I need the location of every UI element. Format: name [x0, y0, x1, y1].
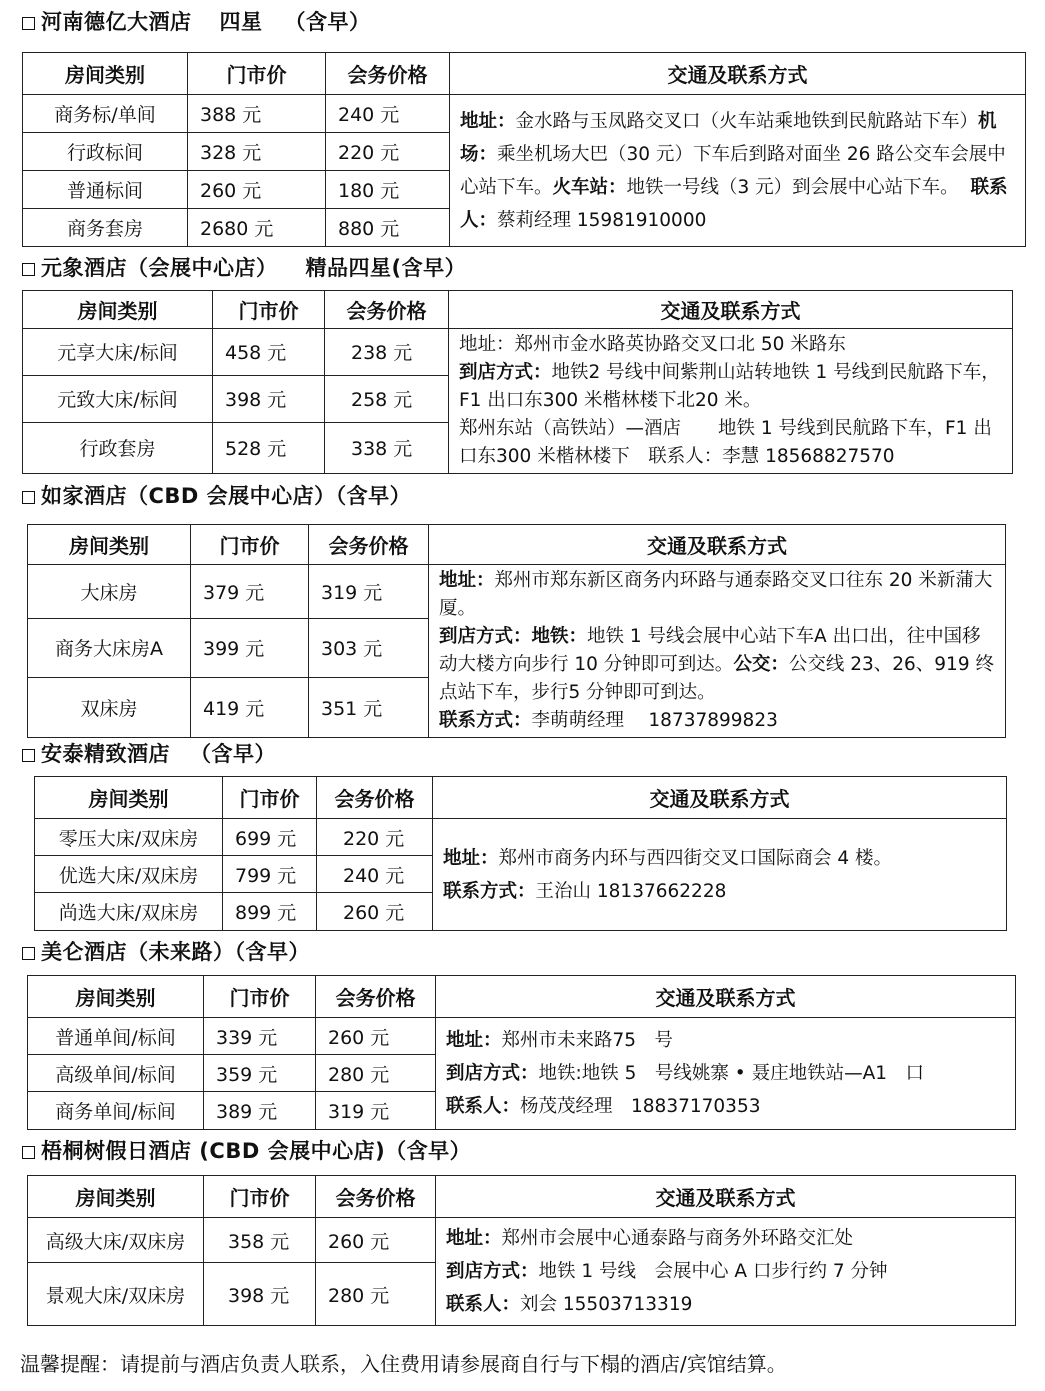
traffic-info — [450, 95, 1026, 247]
rack-rate: 398 元 — [213, 375, 325, 422]
checkbox-icon — [22, 1146, 35, 1159]
conference-rate: 260 元 — [316, 1018, 436, 1055]
bus-label: 公交： — [733, 654, 789, 675]
directions-label: 到店方式： — [459, 362, 552, 383]
header-room-type: 房间类别 — [28, 525, 191, 565]
header-traffic: 交通及联系方式 — [449, 291, 1013, 329]
conference-rate: 880 元 — [326, 209, 450, 247]
conference-rate: 180 元 — [326, 171, 450, 209]
rack-rate: 388 元 — [188, 95, 326, 133]
station-label: 火车站： — [552, 176, 627, 198]
room-type: 商务套房 — [23, 209, 188, 247]
hotel-breakfast: （含早） — [284, 10, 371, 34]
rack-rate: 699 元 — [223, 819, 317, 856]
header-traffic: 交通及联系方式 — [450, 53, 1026, 95]
rack-rate: 359 元 — [204, 1055, 316, 1092]
hotel-heading — [22, 252, 466, 282]
header-conference-rate: 会务价格 — [316, 1176, 436, 1218]
contact-text: 蔡莉经理 15981910000 — [497, 209, 707, 231]
header-room-type: 房间类别 — [28, 976, 204, 1018]
header-conference-rate: 会务价格 — [316, 976, 436, 1018]
hotel-heading — [22, 738, 276, 768]
hotel-name: 元象酒店（会展中心店） — [41, 256, 278, 280]
room-type: 商务单间/标间 — [28, 1092, 204, 1130]
checkbox-icon — [22, 491, 35, 504]
address-label: 地址： — [439, 570, 495, 591]
room-type: 大床房 — [28, 565, 191, 619]
conference-rate: 351 元 — [309, 678, 429, 738]
checkbox-icon — [22, 263, 35, 276]
header-room-type: 房间类别 — [23, 53, 188, 95]
rack-rate: 398 元 — [204, 1263, 316, 1326]
hotel-name: 安泰精致酒店 — [41, 742, 170, 766]
address-text: 郑州市会展中心通泰路与商务外环路交汇处 — [501, 1228, 854, 1249]
address-label: 地址： — [459, 334, 515, 355]
hotel-heading — [22, 936, 310, 966]
conference-rate: 240 元 — [326, 95, 450, 133]
header-traffic: 交通及联系方式 — [429, 525, 1006, 565]
header-traffic: 交通及联系方式 — [436, 1176, 1016, 1218]
hotel-breakfast: （含早） — [190, 742, 276, 766]
hotel-grade: 四星 — [219, 10, 263, 34]
conference-rate: 258 元 — [325, 375, 449, 422]
directions-text: 地铁2 号线中间紫荆山站转地铁 1 号线到民航路下车，F1 出口东300 米楷林楼下北20 米。 — [459, 362, 1000, 411]
rack-rate: 389 元 — [204, 1092, 316, 1130]
header-rack-rate: 门市价 — [204, 1176, 316, 1218]
contact-text: 王治山 18137662228 — [535, 880, 727, 902]
directions-label: 到店方式： — [446, 1063, 539, 1084]
airport-label: 机场： — [460, 110, 997, 165]
contact-label: 联系方式： — [443, 880, 536, 902]
directions-text: 地铁 1 号线会展中心站下车A 出口出，往中国移动大楼方向步行 10 分钟即可到达。 — [439, 626, 981, 675]
conference-rate: 319 元 — [309, 565, 429, 619]
room-type: 元享大床/标间 — [23, 329, 213, 376]
conference-rate: 303 元 — [309, 618, 429, 678]
address-label: 地址： — [446, 1030, 502, 1051]
rack-rate: 379 元 — [191, 565, 309, 619]
address-text: 金水路与玉凤路交叉口（火车站乘地铁到民航路站下车） — [515, 110, 979, 132]
rack-rate: 419 元 — [191, 678, 309, 738]
bus-text: 公交线 23、26、919 终点站下车，步行5 分钟即可到达。 — [439, 654, 994, 703]
room-type: 景观大床/双床房 — [28, 1263, 204, 1326]
contact-text: 刘会 15503713319 — [520, 1294, 693, 1315]
room-type: 优选大床/双床房 — [35, 856, 223, 893]
header-rack-rate: 门市价 — [188, 53, 326, 95]
room-type: 普通标间 — [23, 171, 188, 209]
hotel-heading — [22, 480, 411, 510]
conference-rate: 220 元 — [326, 133, 450, 171]
contact-label: 联系人： — [446, 1294, 521, 1315]
header-conference-rate: 会务价格 — [309, 525, 429, 565]
room-type: 元致大床/标间 — [23, 375, 213, 422]
header-rack-rate: 门市价 — [223, 777, 317, 819]
hotel-table — [22, 52, 1026, 247]
room-type: 尚选大床/双床房 — [35, 893, 223, 931]
contact-label: 联系方式： — [439, 710, 532, 731]
directions-label: 到店方式： — [446, 1261, 539, 1282]
conference-rate: 260 元 — [317, 893, 433, 931]
traffic-info — [429, 565, 1006, 738]
address-text: 郑州市金水路英协路交叉口北 50 米路东 — [514, 334, 846, 355]
rack-rate: 2680 元 — [188, 209, 326, 247]
traffic-info — [449, 329, 1013, 474]
directions-text: 地铁:地铁 5 号线姚寨 • 聂庄地铁站—A1 口 — [538, 1063, 924, 1084]
room-type: 商务大床房A — [28, 618, 191, 678]
directions-text: 地铁 1 号线 会展中心 A 口步行约 7 分钟 — [538, 1261, 888, 1282]
checkbox-icon — [22, 947, 35, 960]
address-label: 地址： — [460, 110, 516, 132]
directions-label: 到店方式：地铁： — [439, 626, 588, 647]
header-room-type: 房间类别 — [23, 291, 213, 329]
conference-rate: 238 元 — [325, 329, 449, 376]
conference-rate: 338 元 — [325, 422, 449, 473]
rack-rate: 339 元 — [204, 1018, 316, 1055]
conference-rate: 220 元 — [317, 819, 433, 856]
rack-rate: 799 元 — [223, 856, 317, 893]
conference-rate: 319 元 — [316, 1092, 436, 1130]
room-type: 双床房 — [28, 678, 191, 738]
header-rack-rate: 门市价 — [191, 525, 309, 565]
contact-text: 杨茂茂经理 18837170353 — [520, 1096, 761, 1117]
traffic-info — [436, 1018, 1016, 1130]
hotel-grade: 精品四星(含早） — [305, 256, 467, 280]
rack-rate: 528 元 — [213, 422, 325, 473]
hotel-heading — [22, 6, 371, 36]
airport-text: 乘坐机场大巴（30 元）下车后到路对面坐 26 路公交车会展中心站下车。 — [460, 143, 1006, 198]
hotel-table — [34, 776, 1007, 931]
room-type: 高级大床/双床房 — [28, 1218, 204, 1263]
room-type: 商务标/单间 — [23, 95, 188, 133]
conference-rate: 280 元 — [316, 1263, 436, 1326]
header-conference-rate: 会务价格 — [317, 777, 433, 819]
hotel-name: 如家酒店（CBD 会展中心店）（含早） — [41, 484, 412, 508]
header-rack-rate: 门市价 — [213, 291, 325, 329]
traffic-info — [436, 1218, 1016, 1326]
header-rack-rate: 门市价 — [204, 976, 316, 1018]
hotel-heading — [22, 1135, 471, 1165]
room-type: 普通单间/标间 — [28, 1018, 204, 1055]
header-room-type: 房间类别 — [35, 777, 223, 819]
hotel-table — [27, 1175, 1016, 1326]
header-traffic: 交通及联系方式 — [433, 777, 1007, 819]
header-conference-rate: 会务价格 — [325, 291, 449, 329]
room-type: 行政标间 — [23, 133, 188, 171]
rack-rate: 458 元 — [213, 329, 325, 376]
hotel-table — [22, 290, 1013, 474]
address-text: 郑州市未来路75 号 — [501, 1030, 674, 1051]
hotel-name: 河南德亿大酒店 — [41, 10, 192, 34]
contact-label: 联系人： — [446, 1096, 521, 1117]
address-text: 郑州市郑东新区商务内环路与通泰路交叉口往东 20 米新蒲大厦。 — [439, 570, 993, 619]
hotel-name: 梧桐树假日酒店 (CBD 会展中心店)（含早） — [41, 1139, 472, 1163]
checkbox-icon — [22, 17, 35, 30]
room-type: 高级单间/标间 — [28, 1055, 204, 1092]
address-label: 地址： — [446, 1228, 502, 1249]
station-text: 地铁一号线（3 元）到会展中心站下车。 — [626, 176, 959, 198]
traffic-info — [433, 819, 1007, 931]
conference-rate: 280 元 — [316, 1055, 436, 1092]
hotel-table — [27, 975, 1016, 1130]
station-text: 郑州东站（高铁站）—酒店 地铁 1 号线到民航路下车，F1 出口东300 米楷林楼下 联系人：李慧 18568827570 — [459, 418, 992, 467]
hotel-name: 美仑酒店（未来路）（含早） — [41, 940, 310, 964]
contact-text: 李萌萌经理 18737899823 — [531, 710, 778, 731]
hotel-table — [27, 524, 1006, 738]
header-conference-rate: 会务价格 — [326, 53, 450, 95]
room-type: 零压大床/双床房 — [35, 819, 223, 856]
rack-rate: 328 元 — [188, 133, 326, 171]
conference-rate: 240 元 — [317, 856, 433, 893]
header-room-type: 房间类别 — [28, 1176, 204, 1218]
rack-rate: 899 元 — [223, 893, 317, 931]
room-type: 行政套房 — [23, 422, 213, 473]
header-traffic: 交通及联系方式 — [436, 976, 1016, 1018]
conference-rate: 260 元 — [316, 1218, 436, 1263]
footer-reminder: 温馨提醒：请提前与酒店负责人联系，入住费用请参展商自行与下榻的酒店/宾馆结算。 — [20, 1352, 787, 1376]
contact-label: 联系人： — [460, 176, 1008, 231]
checkbox-icon — [22, 749, 35, 762]
rack-rate: 399 元 — [191, 618, 309, 678]
address-label: 地址： — [443, 847, 499, 869]
rack-rate: 260 元 — [188, 171, 326, 209]
address-text: 郑州市商务内环与西四街交叉口国际商会 4 楼。 — [498, 847, 893, 869]
rack-rate: 358 元 — [204, 1218, 316, 1263]
